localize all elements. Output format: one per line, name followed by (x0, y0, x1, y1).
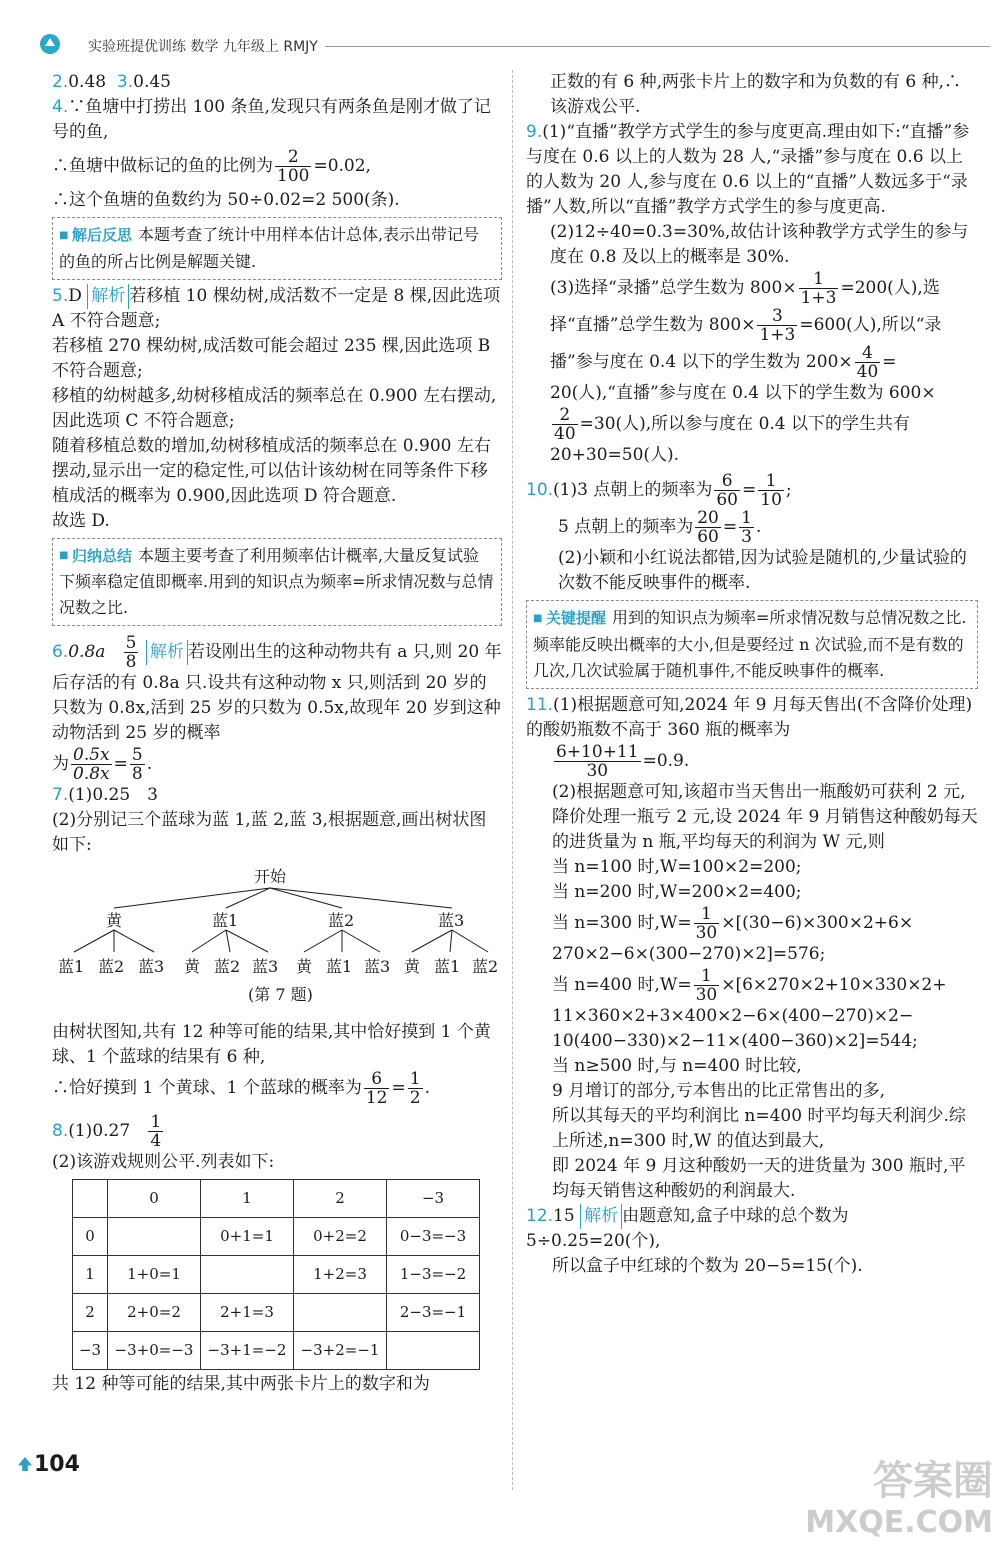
tree-leaf: 蓝1 (58, 957, 85, 976)
equals: = (742, 480, 757, 500)
key-reminder-box (526, 600, 978, 689)
fraction (554, 743, 641, 780)
answer-10 (526, 472, 978, 509)
denominator: 3 (741, 527, 752, 547)
q8-line2: 共 12 种等可能的结果,其中两张卡片上的数字和为 (52, 1374, 430, 1394)
denominator: 100 (277, 166, 310, 186)
fraction (552, 406, 578, 443)
q4-line2 (52, 148, 502, 185)
tree-node: 蓝3 (438, 911, 465, 930)
tree-leaf: 黄 (404, 957, 421, 976)
tree-leaf: 蓝1 (434, 957, 461, 976)
table-cell (201, 1256, 294, 1294)
watermark (805, 1460, 993, 1544)
denominator: 2 (409, 1088, 421, 1108)
tree-node: 黄 (106, 911, 123, 930)
q11-line2: (2)根据题意可知,该超市当天售出一瓶酸奶可获利 2 元,降价处理一瓶亏 2 元,设 2024 年 9 月销售这种酸奶每天的进货量为 n 瓶,平均每天的利润为 W 元,则 (552, 781, 978, 852)
fraction (71, 746, 112, 783)
q10-l2a: 5 点朝上的频率为 (558, 517, 694, 537)
tree-leaf: 蓝2 (98, 957, 125, 976)
period: . (146, 754, 153, 774)
denominator: 10 (760, 490, 782, 510)
table-cell: 1 (73, 1256, 108, 1294)
fraction (694, 905, 720, 942)
q9-l3a: (3)选择“录播”总学生数为 800× (550, 278, 797, 298)
q2-number: 2. (52, 72, 69, 92)
numerator: 1 (694, 967, 720, 986)
q9-line2: (2)12÷40=0.3=30%,故估计该种教学方式学生的参与度在 0.8 及以上的概率是 30%. (550, 222, 969, 267)
equals: = (113, 754, 128, 774)
watermark-text: 答案圈 (873, 1458, 993, 1504)
q4-line2-text: ∴鱼塘中做标记的鱼的比例为 (52, 156, 273, 176)
sum-table (72, 1179, 480, 1370)
numerator: 1 (694, 905, 720, 924)
denominator: 40 (856, 362, 879, 382)
q4-line1: ∵鱼塘中打捞出 100 条鱼,发现只有两条鱼是刚才做了记号的鱼, (52, 97, 491, 142)
answer-6 (52, 634, 502, 746)
book-logo-icon (40, 34, 60, 54)
denominator: 8 (131, 764, 143, 784)
table-cell: −3+1=−2 (201, 1332, 294, 1370)
table-cell: −3 (387, 1180, 480, 1218)
q11-line3: 当 n=100 时,W=100×2=200; (552, 856, 802, 877)
q9-line5 (526, 344, 978, 381)
table-cell: 2−3=−1 (387, 1294, 480, 1332)
q8-answer: (1)0.27 (68, 1121, 131, 1141)
tree-leaf: 蓝3 (364, 957, 391, 976)
q9-line6: 20(人),“直播”参与度在 0.4 以下的学生数为 600× (550, 383, 936, 403)
table-row (73, 1332, 480, 1370)
analysis-tag: 解析 (87, 284, 129, 309)
q11-number: 11. (526, 694, 554, 715)
table-row (73, 1256, 480, 1294)
q7-number: 7. (52, 785, 69, 805)
answer-5 (52, 284, 502, 334)
numerator: 5 (125, 633, 137, 653)
q11-line11: 9 月增订的部分,亏本售出的比正常售出的多, (552, 1080, 886, 1101)
q9-l4a: 择“直播”总学生数为 800× (550, 315, 756, 335)
q5-line5: 故选 D. (52, 510, 110, 531)
q11-fraction-line (526, 743, 978, 780)
q12-number: 12. (526, 1205, 554, 1226)
tree-diagram (52, 864, 502, 1014)
page-number (18, 1452, 80, 1477)
box-text: 本题主要考查了利用频率估计概率,大量反复试验下频率稳定值即概率.用到的知识点为频率=所求情况数与总情况数之比. (59, 545, 494, 617)
q7-answer: (1)0.25 3 (68, 785, 158, 805)
numerator: 1 (409, 1069, 421, 1089)
q9-l3b: =200(人),选 (840, 278, 940, 298)
period: . (755, 517, 762, 537)
numerator: 1 (758, 472, 784, 491)
table-cell (108, 1218, 201, 1256)
denominator: 0.8x (73, 764, 110, 784)
right-column (526, 70, 978, 1279)
column-divider (512, 70, 513, 1490)
denominator: 40 (554, 424, 576, 444)
q11-line12: 所以其每天的平均利润比 n=400 时平均每天利润少.综上所述,n=300 时,W 的值达到最大, (552, 1105, 966, 1151)
q5-line1: 若移植 10 棵幼树,成活数不一定是 8 棵,因此选项 A 不符合题意; (52, 285, 501, 331)
q7-line3 (52, 1070, 502, 1107)
q6-l2a: 为 (52, 754, 69, 774)
table-cell: 1 (201, 1180, 294, 1218)
table-cell: 0+2=2 (294, 1218, 387, 1256)
q8-line1: (2)该游戏规则公平.列表如下: (52, 1152, 275, 1172)
table-cell (387, 1332, 480, 1370)
fraction (130, 746, 145, 783)
q9-l5b: = (882, 352, 897, 372)
q9-l7: =30(人),所以参与度在 0.4 以下的学生共有 (579, 414, 911, 434)
denominator: 8 (125, 652, 137, 672)
table-cell: 2+1=3 (201, 1294, 294, 1332)
q12-line2: 所以盒子中红球的个数为 20−5=15(个). (552, 1255, 863, 1276)
denominator: 12 (365, 1088, 388, 1108)
table-cell: −3+0=−3 (108, 1332, 201, 1370)
equals: = (722, 517, 738, 537)
denominator: 60 (716, 490, 738, 510)
q8-continued: 正数的有 6 种,两张卡片上的数字和为负数的有 6 种,∴该游戏公平. (550, 72, 962, 117)
q3-answer: 0.45 (133, 72, 171, 92)
box-tag: ■ 归纳总结 (59, 543, 132, 570)
q11-l7a: 当 n=400 时,W= (552, 974, 692, 995)
numerator: 2 (552, 406, 578, 425)
tree-node: 蓝2 (328, 911, 355, 930)
tree-leaf: 黄 (296, 957, 313, 976)
numerator: 5 (131, 745, 143, 765)
q4-line2-end: =0.02, (313, 156, 371, 176)
q4-line3: ∴这个鱼塘的鱼数约为 50÷0.02=2 500(条). (52, 190, 400, 210)
numerator: 4 (855, 344, 881, 363)
analysis-tag: 解析 (146, 640, 188, 665)
q11-l1b: =0.9. (642, 750, 690, 771)
q2-answer: 0.48 (68, 72, 107, 92)
q3-number: 3. (116, 72, 134, 92)
tree-leaf: 蓝3 (138, 957, 165, 976)
q8-number: 8. (52, 1121, 69, 1141)
answer-8 (52, 1113, 502, 1150)
q5-number: 5. (52, 285, 69, 306)
q6-number: 6. (52, 642, 69, 662)
q5-line3: 移植的幼树越多,幼树移植成活的频率总在 0.900 左右摆动,因此选项 C 不符合题意; (52, 385, 497, 431)
table-cell: 1+0=1 (108, 1256, 201, 1294)
left-column (52, 70, 502, 1397)
q11-line10: 当 n≥500 时,与 n=400 时比较, (552, 1055, 802, 1076)
header-title: 实验班提优训练 数学 九年级上 RMJY (88, 39, 318, 55)
fraction (714, 472, 740, 509)
page-header (40, 34, 990, 56)
q9-l5a: 播”参与度在 0.4 以下的学生数为 200× (550, 352, 853, 372)
tree-root: 开始 (254, 867, 287, 886)
watermark-url: MXQE.COM (805, 1505, 993, 1540)
box-tag: ■ 关键提醒 (533, 605, 606, 632)
q11-line6: 270×2−6×(300−270)×2]=576; (552, 943, 826, 964)
q4-number: 4. (52, 97, 69, 117)
q7-line2: 由树状图知,共有 12 种等可能的结果,其中恰好摸到 1 个黄球、1 个蓝球的结果有 6 种, (52, 1022, 491, 1067)
table-cell: 0−3=−3 (387, 1218, 480, 1256)
denominator: 1+3 (800, 288, 837, 308)
fraction (757, 307, 797, 344)
fraction (799, 270, 839, 307)
q10-number: 10. (526, 480, 554, 500)
q7-line1: (2)分别记三个蓝球为蓝 1,蓝 2,蓝 3,根据题意,画出树状图如下: (52, 810, 487, 855)
denominator: 30 (586, 760, 609, 781)
numerator: 6+10+11 (556, 741, 639, 762)
answer-9 (526, 120, 978, 220)
q11-l5b: ×[(30−6)×300×2+6× (721, 912, 914, 933)
box-text: 本题考查了统计中用样本估计总体,表示出带记号的鱼的所占比例是解题关键. (59, 225, 480, 271)
fraction (694, 967, 720, 1004)
table-row (73, 1218, 480, 1256)
denominator: 30 (695, 922, 718, 943)
numerator: 1 (150, 1112, 162, 1132)
reflection-box (52, 217, 502, 280)
fraction (855, 344, 881, 381)
q9-line3 (526, 270, 978, 307)
answer-4 (52, 95, 502, 145)
q5-answer: D (68, 285, 82, 306)
fraction (148, 1113, 163, 1150)
denominator: 1+3 (759, 325, 796, 345)
q11-line5 (526, 905, 978, 942)
figure-caption: (第 7 题) (248, 985, 313, 1004)
fraction (364, 1070, 390, 1107)
numerator: 0.5x (73, 745, 110, 765)
q9-line1: (1)“直播”教学方式学生的参与度更高.理由如下:“直播”参与度在 0.6 以上的人数为 28 人,“录播”参与度在 0.6 以上的人数为 20 人,参与度在 0.6 以上的“直播”人数远多于“录播”人数,所以“直播”教学方式学生的参与度更高. (526, 122, 970, 217)
summary-box (52, 538, 502, 627)
table-cell: −3 (73, 1332, 108, 1370)
equals: = (391, 1078, 406, 1098)
box-tag: ■ 解后反思 (59, 222, 132, 249)
table-cell: 2 (294, 1180, 387, 1218)
table-cell: 0+1=1 (201, 1218, 294, 1256)
table-cell: 2 (73, 1294, 108, 1332)
analysis-tag: 解析 (580, 1204, 622, 1229)
tree-leaf: 蓝2 (214, 957, 241, 976)
answer-2-3 (52, 70, 502, 95)
q10-l1a: (1)3 点朝上的频率为 (553, 480, 713, 500)
tree-leaf: 蓝2 (472, 957, 499, 976)
q9-l4b: =600(人),所以“录 (799, 315, 942, 335)
q12-answer: 15 (553, 1205, 575, 1226)
q6-line2 (52, 746, 502, 783)
denominator: 4 (150, 1131, 162, 1151)
q5-line4: 随着移植总数的增加,幼树移植成活的频率总在 0.900 左右摆动,显示出一定的稳定性,可以估计该幼树在同等条件下移植成活的概率为 0.900,因此选项 D 符合题意. (52, 435, 491, 506)
table-cell: 1−3=−2 (387, 1256, 480, 1294)
q11-line7 (526, 967, 978, 1004)
q10-line3: (2)小颖和小红说法都错,因为试验是随机的,少量试验的次数不能反映事件的概率. (558, 548, 967, 593)
q11-line1: (1)根据题意可知,2024 年 9 月每天售出(不含降价处理)的酸奶瓶数不高于 360 瓶的概率为 (526, 694, 973, 740)
q6-line1: 若设刚出生的这种动物共有 a 只,则 20 年后存活的有 0.8a 只.设共有这种动物 x 只,则活到 20 岁的只数为 0.8x,活到 25 岁的只数为 0.5x,故现年 20 岁到这种动物活到 25 岁的概率 (52, 642, 502, 743)
semicolon: ; (785, 480, 792, 500)
q11-line9: 10(400−330)×2−11×(400−360)×2]=544; (552, 1030, 918, 1051)
table-cell: 0 (108, 1180, 201, 1218)
fraction (275, 148, 311, 185)
box-text: 用到的知识点为频率=所求情况数与总情况数之比.频率能反映出概率的大小,但是要经过 n 次试验,而不是有数的几次,几次试验属于随机事件,不能反映事件的概率. (533, 608, 967, 680)
denominator: 30 (695, 984, 718, 1005)
numerator: 6 (714, 472, 740, 491)
numerator: 3 (757, 307, 797, 326)
period: . (424, 1078, 430, 1098)
page-number-text: 104 (34, 1452, 80, 1477)
q11-l5a: 当 n=300 时,W= (552, 912, 692, 933)
fraction (408, 1070, 423, 1107)
q10-line2 (526, 509, 978, 546)
q7-l3a: ∴恰好摸到 1 个黄球、1 个蓝球的概率为 (52, 1078, 362, 1098)
table-row (73, 1294, 480, 1332)
tree-node: 蓝1 (212, 911, 239, 930)
table-cell: 1+2=3 (294, 1256, 387, 1294)
answer-7 (52, 783, 502, 808)
table-cell (73, 1180, 108, 1218)
tree-leaf: 蓝3 (252, 957, 279, 976)
answer-12 (526, 1204, 978, 1254)
table-cell: −3+2=−1 (294, 1332, 387, 1370)
q11-line13: 即 2024 年 9 月这种酸奶一天的进货量为 300 瓶时,平均每天销售这种酸奶的利润最大. (552, 1155, 966, 1201)
q11-line8: 11×360×2+3×400×2−6×(400−270)×2− (552, 1005, 914, 1026)
q9-line8: 20+30=50(人). (550, 445, 680, 465)
q9-number: 9. (526, 122, 543, 142)
table-cell: 0 (73, 1218, 108, 1256)
q11-line4: 当 n=200 时,W=200×2=400; (552, 881, 802, 902)
q5-line2: 若移植 270 棵幼树,成活数可能会超过 235 棵,因此选项 B 不符合题意; (52, 335, 491, 381)
numerator: 2 (275, 148, 311, 167)
fraction (695, 509, 721, 546)
q6-answer1: 0.8a (68, 642, 106, 662)
numerator: 1 (741, 508, 752, 528)
table-header-row (73, 1180, 480, 1218)
table-cell (294, 1294, 387, 1332)
header-rule (325, 46, 990, 47)
q12-line1: 由题意知,盒子中球的总个数为 5÷0.25=20(个), (526, 1205, 849, 1251)
fraction (758, 472, 784, 509)
q11-l7b: ×[6×270×2+10×330×2+ (721, 974, 947, 995)
table-cell: 2+0=2 (108, 1294, 201, 1332)
answer-11 (526, 693, 978, 743)
tree-leaf: 蓝1 (326, 957, 353, 976)
denominator: 60 (697, 527, 719, 547)
fraction (124, 634, 139, 671)
tree-leaf: 黄 (184, 957, 201, 976)
numerator: 6 (364, 1070, 390, 1089)
arrow-up-icon (18, 1457, 32, 1471)
numerator: 20 (697, 508, 719, 528)
numerator: 1 (799, 270, 839, 289)
q9-line4 (526, 307, 978, 344)
q9-line7 (526, 406, 978, 443)
fraction (739, 509, 754, 546)
